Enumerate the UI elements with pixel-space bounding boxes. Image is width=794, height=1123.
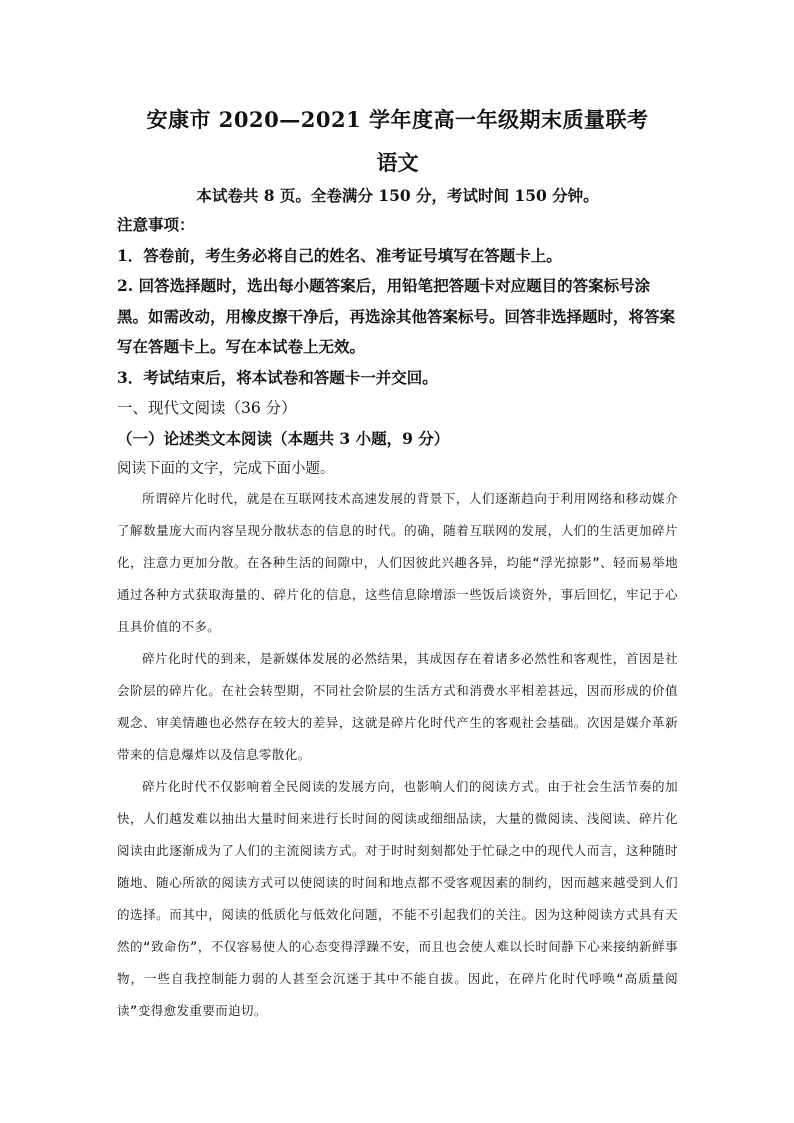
passage-paragraph-3: 碎片化时代不仅影响着全民阅读的发展方向，也影响人们的阅读方式。由于社会生活节奏的加快，人们越发难以抽出大量时间来进行长时间的阅读或细细品读，大量的微阅读、浅阅读、碎片化阅读由此逐渐成为了人们的主流阅读方式。对于时时刻刻都处于忙碌之中的现代人而言，这种随时随地、随心所欲的阅读方式可以使阅读的时间和地点都不受客观因素的制约，因而越来越受到人们的选择。而其中，阅读的低质化与低效化问题，不能不引起我们的关注。因为这种阅读方式具有天然的“致命伤”，不仅容易使人的心态变得浮躁不安，而且也会使人难以长时间静下心来接纳新鲜事物，一些自我控制能力弱的人甚至会沉迷于其中不能自拔。因此，在碎片化时代呼唤“高质量阅读”变得愈发重要而迫切。 [117,779,678,1018]
note-item-1: 1．答卷前，考生务必将自己的姓名、准考证号填写在答题卡上。 [117,245,562,265]
reading-instruction: 阅读下面的文字，完成下面小题。 [117,461,335,477]
subject-title: 语文 [376,150,419,175]
passage-paragraph-2: 碎片化时代的到来，是新媒体发展的必然结果，其成因存在着诸多必然性和客观性，首因是社会阶层的碎片化。在社会转型期，不同社会阶层的生活方式和消费水平相差甚远，因而形成的价值观念、审美情趣也必然存在较大的差异，这就是碎片化时代产生的客观社会基础。次因是媒介革新带来的信息爆炸以及信息零散化。 [117,651,678,762]
note-item-2: 2. 回答选择题时，选出每小题答案后，用铅笔把答题卡对应题目的答案标号涂黑。如需改动，用橡皮擦干净后，再选涂其他答案标号。回答非选择题时，将答案写在答题卡上。写在本试卷上无效。 [117,276,676,356]
note-item-3: 3．考试结束后，将本试卷和答题卡一并交回。 [117,367,438,387]
section-heading: 一、现代文阅读（36 分） [117,399,297,417]
exam-info: 本试卷共 8 页。全卷满分 150 分，考试时间 150 分钟。 [196,186,599,205]
exam-title: 安康市 2020—2021 学年度高一年级期末质量联考 [146,107,649,132]
section-subheading: （一）论述类文本阅读（本题共 3 小题，9 分） [117,428,450,448]
notes-heading: 注意事项： [117,215,195,234]
passage-paragraph-1: 所谓碎片化时代，就是在互联网技术高速发展的背景下，人们逐渐趋向于利用网络和移动媒介了解数量庞大而内容呈现分散状态的信息的时代。的确，随着互联网的发展，人们的生活更加碎片化，注意力更加分散。在各种生活的间隙中，人们因彼此兴趣各异，均能“浮光掠影”、轻而易举地通过各种方式获取海量的、碎片化的信息，这些信息除增添一些饭后谈资外，事后回忆，牢记于心且具价值的不多。 [117,491,678,634]
